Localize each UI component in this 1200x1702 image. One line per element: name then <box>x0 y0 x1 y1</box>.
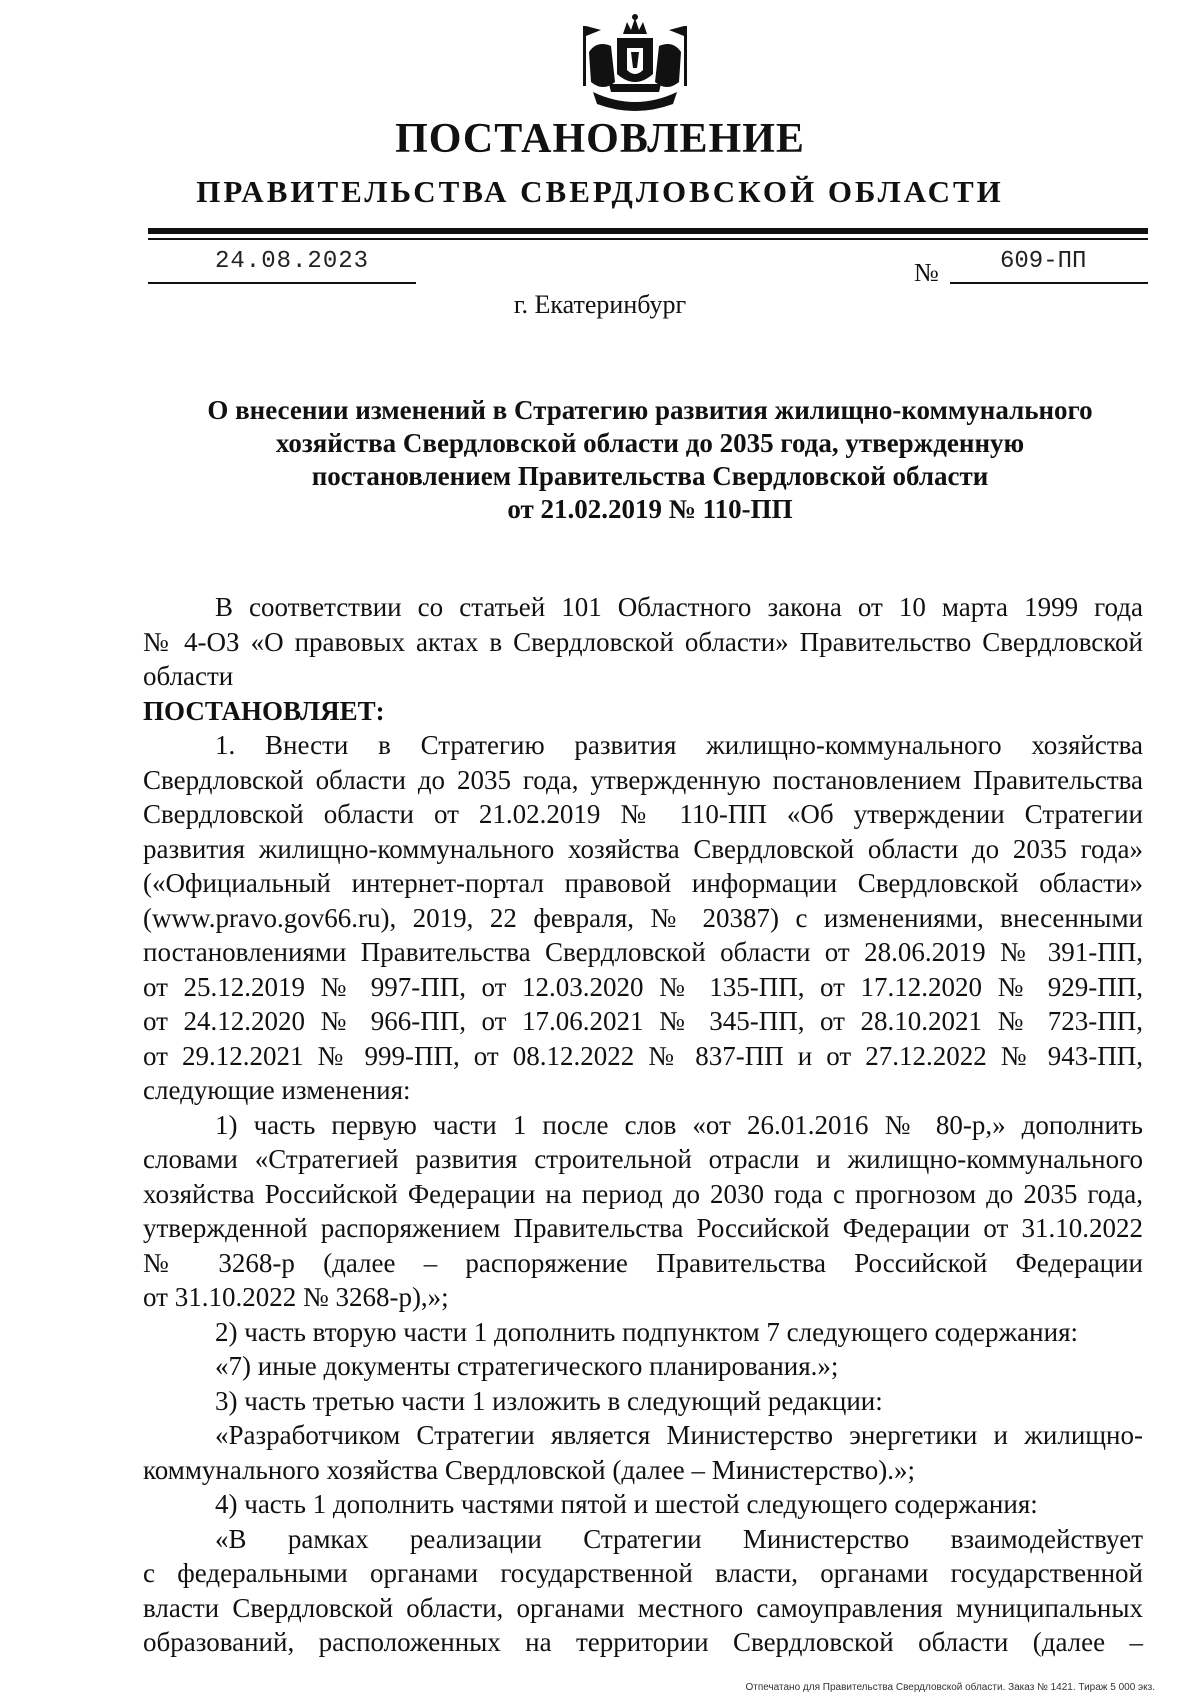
body-line: 2) часть вторую части 1 дополнить подпунктом 7 следующего содержания: <box>215 1316 1078 1347</box>
body-line: № 4-ОЗ «О правовых актах в Свердловской области» Правительство Свердловской <box>143 626 1143 657</box>
heading-line: постановлением Правительства Свердловской области <box>311 461 989 491</box>
body-line: 3) часть третью части 1 изложить в следующий редакции: <box>215 1385 883 1416</box>
resolution-keyword: ПОСТАНОВЛЯЕТ: <box>143 695 385 726</box>
body-line: постановлениями Правительства Свердловской области от 28.06.2019 № 391-ПП, <box>143 937 1143 967</box>
document-city: г. Екатеринбург <box>513 290 687 319</box>
body-line: «7) иные документы стратегического планирования.»; <box>215 1351 839 1381</box>
body-line: от 25.12.2019 № 997-ПП, от 12.03.2020 № 135-ПП, от 17.12.2020 № 929-ПП, <box>143 971 1143 1002</box>
print-footer: Отпечатано для Правительства Свердловской области. Заказ № 1421. Тираж 5 000 экз. <box>745 1682 1155 1693</box>
document-body <box>143 590 1143 1660</box>
body-line: коммунального хозяйства Свердловской (далее – Министерство).»; <box>143 1454 915 1485</box>
header-rule-thin <box>148 238 1148 240</box>
body-line: № 3268-р (далее – распоряжение Правительства Российской Федерации <box>143 1247 1143 1278</box>
body-line: «Разработчиком Стратегии является Министерство энергетики и жилищно- <box>215 1420 1143 1450</box>
body-line: (www.pravo.gov66.ru), 2019, 22 февраля, № 20387) с изменениями, внесенными <box>143 902 1143 933</box>
issuer-subtitle: ПРАВИТЕЛЬСТВА СВЕРДЛОВСКОЙ ОБЛАСТИ <box>196 174 1004 209</box>
body-line: следующие изменения: <box>143 1075 411 1105</box>
date-underline <box>148 282 416 284</box>
heading-line: от 21.02.2019 № 110-ПП <box>507 494 793 524</box>
body-line: от 24.12.2020 № 966-ПП, от 17.06.2021 № 345-ПП, от 28.10.2021 № 723-ПП, <box>143 1006 1143 1036</box>
body-line: власти Свердловской области, органами местного самоуправления муниципальных <box>143 1592 1143 1623</box>
body-line: словами «Стратегией развития строительной отрасли и жилищно-коммунального <box>143 1144 1143 1174</box>
number-sign: № <box>914 258 939 287</box>
body-line: от 29.12.2021 № 999-ПП, от 08.12.2022 № 837-ПП и от 27.12.2022 № 943-ПП, <box>143 1040 1143 1071</box>
body-line: от 31.10.2022 № 3268-р),»; <box>143 1282 449 1312</box>
header-rule-thick <box>148 228 1148 234</box>
coat-of-arms-icon <box>575 12 695 114</box>
number-underline <box>950 282 1148 284</box>
document-number: 609-ПП <box>1000 248 1087 275</box>
body-line: Свердловской области до 2035 года, утвержденную постановлением Правительства <box>143 764 1143 795</box>
body-line: 1. Внести в Стратегию развития жилищно-коммунального хозяйства <box>215 730 1143 760</box>
body-line: с федеральными органами государственной власти, органами государственной <box>143 1558 1143 1588</box>
heading-line: О внесении изменений в Стратегию развития жилищно-коммунального <box>207 395 1093 425</box>
body-line: В соответствии со статьей 101 Областного закона от 10 марта 1999 года <box>215 592 1143 622</box>
body-line: утвержденной распоряжением Правительства Российской Федерации от 31.10.2022 <box>143 1213 1143 1243</box>
body-line: 4) часть 1 дополнить частями пятой и шестой следующего содержания: <box>215 1489 1038 1519</box>
body-line: («Официальный интернет-портал правовой информации Свердловской области» <box>143 868 1143 898</box>
body-line: Свердловской области от 21.02.2019 № 110-ПП «Об утверждении Стратегии <box>143 799 1143 829</box>
document-heading <box>150 394 1150 526</box>
heading-line: хозяйства Свердловской области до 2035 года, утвержденную <box>275 428 1025 458</box>
body-line: хозяйства Российской Федерации на период до 2030 года с прогнозом до 2035 года, <box>143 1178 1143 1209</box>
body-line: «В рамках реализации Стратегии Министерство взаимодействует <box>215 1523 1143 1554</box>
document-date: 24.08.2023 <box>215 248 370 275</box>
body-line: 1) часть первую части 1 после слов «от 26.01.2016 № 80-р,» дополнить <box>215 1109 1143 1140</box>
body-line: образований, расположенных на территории Свердловской области (далее – <box>143 1627 1143 1657</box>
document-type-title: ПОСТАНОВЛЕНИЕ <box>395 116 805 162</box>
body-line: развития жилищно-коммунального хозяйства Свердловской области до 2035 года» <box>143 833 1143 864</box>
body-line: области <box>143 661 234 691</box>
